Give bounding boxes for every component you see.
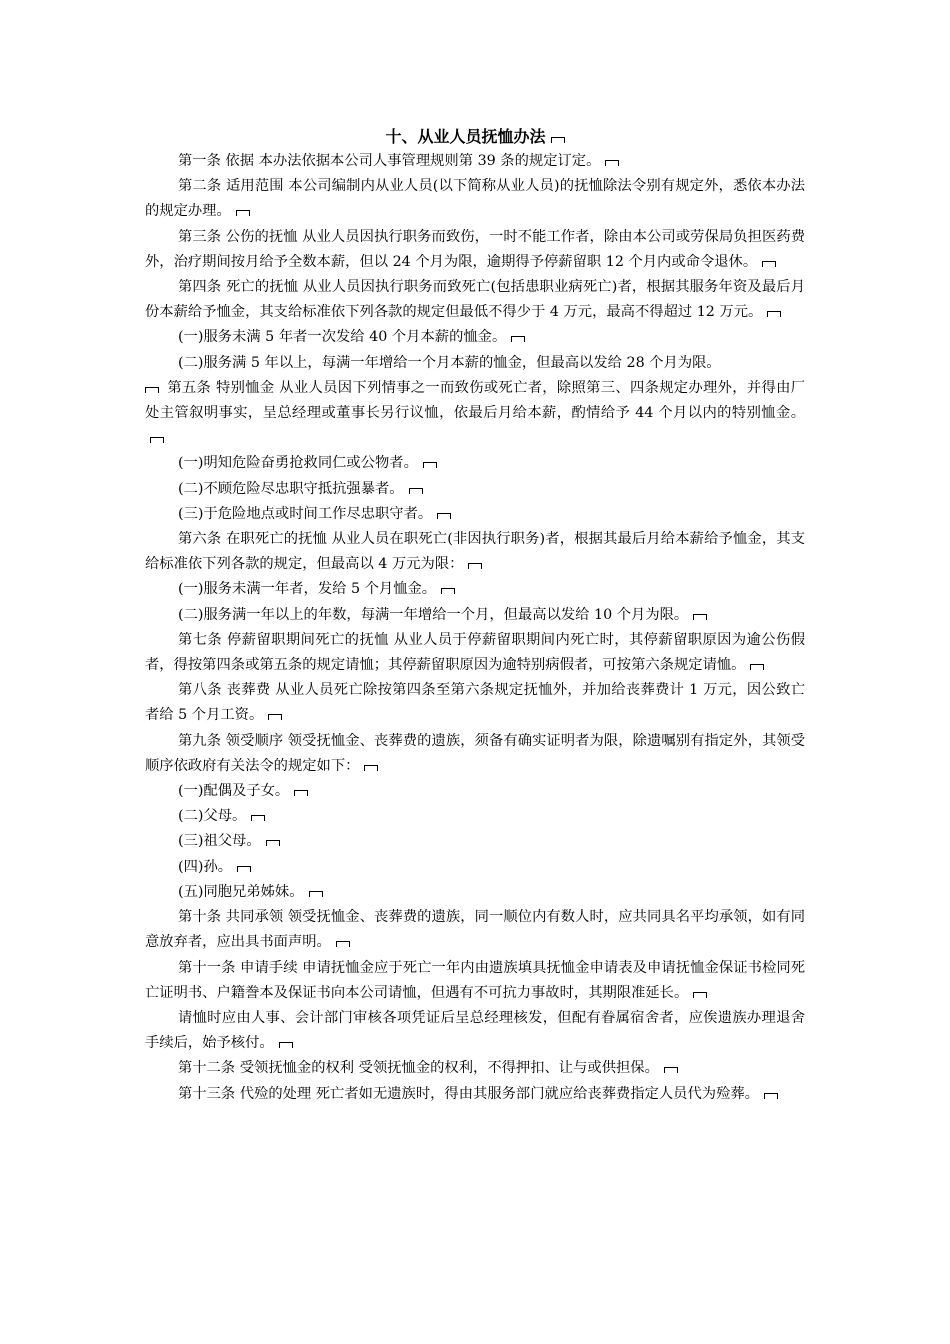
paragraph xyxy=(145,225,805,275)
paragraph-text: 第十条 共同承领 领受抚恤金、丧葬费的遗族，同一顺位内有数人时，应共同具名平均承领，如有同意放弃者，应出具书面声明。 xyxy=(145,909,805,951)
paragraph-text: (二)服务满 5 年以上，每满一年增给一个月本薪的恤金，但最高以发给 28 个月为限。 xyxy=(178,354,721,371)
paragraph-mark-icon xyxy=(605,160,619,166)
paragraph xyxy=(145,678,805,728)
paragraph-mark-icon xyxy=(511,336,525,342)
paragraph-mark-icon xyxy=(423,462,437,468)
paragraph xyxy=(145,956,805,1006)
paragraph xyxy=(145,829,805,854)
paragraph-mark-icon xyxy=(294,790,308,796)
paragraph xyxy=(145,603,805,628)
paragraph-text: 第八条 丧葬费 从业人员死亡除按第四条至第六条规定抚恤外，并加给丧葬费计 1 万元，因公致亡者给 5 个月工资。 xyxy=(145,682,805,724)
paragraph-text: 第十三条 代殓的处理 死亡者如无遗族时，得由其服务部门就应给丧葬费指定人员代为殓葬。 xyxy=(178,1085,759,1102)
paragraph-mark-icon xyxy=(268,714,282,720)
paragraph-text: 第七条 停薪留职期间死亡的抚恤 从业人员于停薪留职期间内死亡时，其停薪留职原因为逾公伤假者，得按第四条或第五条的规定请恤；其停薪留职原因为逾特别病假者，可按第六条规定请恤。 xyxy=(145,631,805,674)
paragraph xyxy=(145,779,805,804)
paragraph-mark-icon xyxy=(150,437,164,443)
paragraph-mark-icon xyxy=(762,261,776,267)
paragraph-text: 第三条 公伤的抚恤 从业人员因执行职务而致伤，一时不能工作者，除由本公司或劳保局负担医药费外，治疗期间按月给予全数本薪，但以 24 个月为限，逾期得予停薪留职 12 个月内或命令退休。 xyxy=(145,228,805,270)
paragraph-mark-icon xyxy=(309,891,323,897)
paragraph-mark-icon xyxy=(336,941,350,947)
paragraph-mark-icon xyxy=(441,588,455,594)
paragraph-mark-icon xyxy=(279,1042,293,1048)
title-text: 十、从业人员抚恤办法 xyxy=(385,127,546,146)
paragraph-mark-icon xyxy=(251,815,265,821)
paragraph-text: 第九条 领受顺序 领受抚恤金、丧葬费的遗族，须备有确实证明者为限，除遗嘱别有指定外，其领受顺序依政府有关法令的规定如下： xyxy=(145,732,805,774)
paragraph-text: 第六条 在职死亡的抚恤 从业人员在职死亡(非因执行职务)者，根据其最后月给本薪给予恤金，其支给标准依下列各款的规定，但最高以 4 万元为限： xyxy=(145,531,805,573)
paragraph xyxy=(145,729,805,779)
document-body xyxy=(145,149,805,1107)
paragraph-mark-icon xyxy=(764,1093,778,1099)
paragraph-text: (二)服务满一年以上的年数，每满一年增给一个月，但最高以发给 10 个月为限。 xyxy=(178,606,689,623)
paragraph-mark-icon xyxy=(266,840,280,846)
paragraph-mark-icon xyxy=(664,1067,678,1073)
paragraph-text: (二)父母。 xyxy=(178,808,247,825)
paragraph-text: (三)于危险地点或时间工作尽忠职守者。 xyxy=(178,505,433,522)
paragraph-mark-icon xyxy=(237,866,251,872)
paragraph xyxy=(145,477,805,502)
paragraph xyxy=(145,628,805,678)
paragraph xyxy=(145,275,805,325)
paragraph-text: 第五条 特别恤金 从业人员因下列情事之一而致伤或死亡者，除照第三、四条规定办理外，并得由厂处主管叙明事实，呈总经理或董事长另行议恤，依最后月给本薪，酌情给予 44 个月以内的特别恤金。 xyxy=(145,379,805,422)
paragraph-text: 第四条 死亡的抚恤 从业人员因执行职务而致死亡(包括患职业病死亡)者，根据其服务年资及最后月份本薪给予恤金，其支给标准依下列各款的规定但最低不得少于 4 万元，最高不得超过 12 万元。 xyxy=(145,279,805,321)
paragraph-mark-icon xyxy=(364,765,378,771)
paragraph-text: (一)明知危险奋勇抢救同仁或公物者。 xyxy=(178,455,418,472)
paragraph-text: (四)孙。 xyxy=(178,858,233,875)
paragraph-mark-icon xyxy=(750,664,764,670)
paragraph-mark-icon xyxy=(468,563,482,569)
paragraph xyxy=(145,905,805,955)
paragraph-mark-icon xyxy=(409,488,423,494)
paragraph-text: 第十二条 受领抚恤金的权利 受领抚恤金的权利，不得押扣、让与或供担保。 xyxy=(178,1060,659,1077)
paragraph xyxy=(145,351,805,376)
paragraph xyxy=(145,174,805,224)
paragraph-mark-icon xyxy=(551,137,565,143)
paragraph-mark-icon xyxy=(693,992,707,998)
paragraph-mark-icon xyxy=(693,614,707,620)
paragraph-text: (二)不顾危险尽忠职守抵抗强暴者。 xyxy=(178,480,404,497)
paragraph-text: 第十一条 申请手续 申请抚恤金应于死亡一年内由遗族填具抚恤金申请表及申请抚恤金保证书检同死亡证明书、户籍誊本及保证书向本公司请恤，但遇有不可抗力事故时，其期限准延长。 xyxy=(145,959,805,1001)
paragraph xyxy=(145,451,805,476)
paragraph-text: 请恤时应由人事、会计部门审核各项凭证后呈总经理核发，但配有眷属宿舍者，应俟遗族办理退舍手续后，始予核付。 xyxy=(145,1009,805,1052)
paragraph xyxy=(145,804,805,829)
paragraph xyxy=(145,577,805,602)
paragraph xyxy=(145,149,805,174)
paragraph xyxy=(145,855,805,880)
paragraph xyxy=(145,1056,805,1081)
paragraph-text: (三)祖父母。 xyxy=(178,833,261,850)
paragraph xyxy=(145,880,805,905)
paragraph xyxy=(145,325,805,350)
paragraph xyxy=(145,1082,805,1107)
paragraph-text: 第一条 依据 本办法依据本公司人事管理规则第 39 条的规定订定。 xyxy=(178,153,601,169)
paragraph-mark-icon xyxy=(437,513,451,519)
paragraph-text: (五)同胞兄弟姊妹。 xyxy=(178,883,304,900)
paragraph-mark-icon xyxy=(236,210,250,216)
paragraph-text: 第二条 适用范围 本公司编制内从业人员(以下简称从业人员)的抚恤除法令别有规定外，悉依本办法的规定办理。 xyxy=(145,178,805,220)
paragraph xyxy=(145,376,805,452)
paragraph-mark-icon xyxy=(145,387,159,393)
paragraph xyxy=(145,527,805,577)
paragraph xyxy=(145,502,805,527)
paragraph-text: (一)服务未满 5 年者一次发给 40 个月本薪的恤金。 xyxy=(178,329,507,346)
paragraph xyxy=(145,1006,805,1056)
document-title xyxy=(0,125,950,149)
paragraph-text: (一)服务未满一年者，发给 5 个月恤金。 xyxy=(178,581,437,598)
paragraph-mark-icon xyxy=(767,311,781,317)
paragraph-text: (一)配偶及子女。 xyxy=(178,783,290,800)
